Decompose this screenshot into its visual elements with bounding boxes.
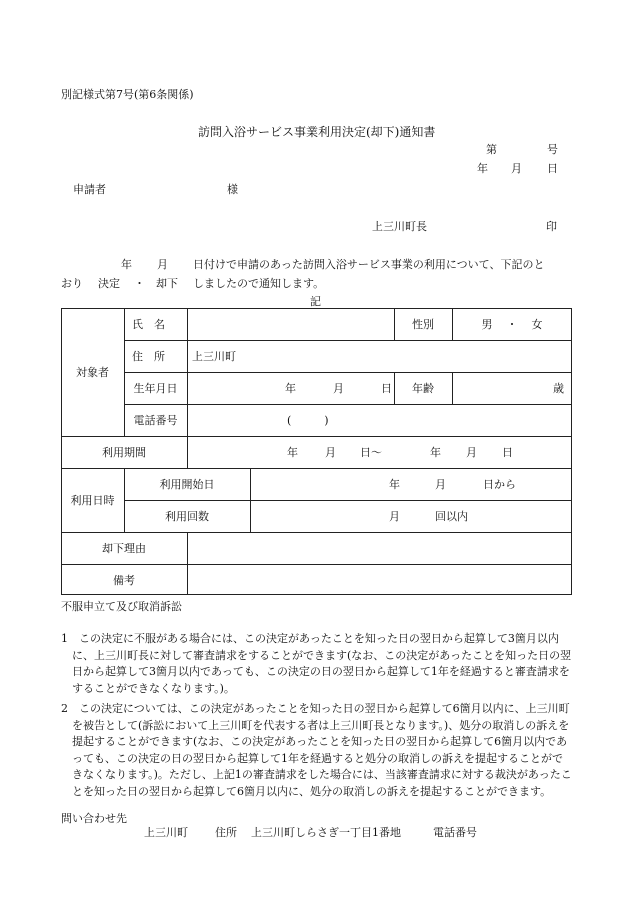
ki-mark: 記 [310,295,321,308]
name-label: 氏 名 [132,318,165,331]
address-label: 住 所 [132,350,165,363]
remarks-label: 備考 [113,573,135,587]
appeal-item-2: 2 この決定については、この決定があったことを知った日の翌日から起算して6箇月以内に、上三川町を被告として(訴訟において上三川町を代表する者は上三川町長となります。)、処分の取消しの訴えを提起することができます(なお、この決定があったことを知った日の翌日から起算して6箇月以内であっても、この決定の日の翌日から起算して1年を経過すると処分の取消しの訴えを提起することができなくなります。)。ただし、上記1の審査請求をした場合には、当該審査請求に対する裁決があったことを知った日の翌日から起算して6箇月以内に、処分の取消しの訴えを提起することができます。 [61,702,572,798]
count-month: 月 [389,510,400,523]
option-separator: ・ [134,277,145,290]
applicant-suffix: 様 [227,183,238,196]
birth-year: 年 [285,382,296,395]
phone-value: ( ) [287,414,329,427]
document-title: 訪問入浴サービス事業利用決定(却下)通知書 [198,125,436,139]
date-month: 月 [511,162,522,175]
name-field[interactable] [187,308,394,340]
reject-option: 却下 [156,277,178,290]
gender-female[interactable]: 女 [531,318,543,331]
birth-day: 日 [381,382,392,395]
contact-address: 上三川町しらさぎ一丁目1番地 [251,826,401,839]
period-start-year: 年 [287,446,298,459]
seal-mark: 印 [546,220,557,233]
birth-label: 生年月日 [133,382,178,395]
intro-line2-start: おり [61,277,83,290]
reject-reason-label: 却下理由 [102,542,146,555]
contact-phone-label: 電話番号 [433,826,477,839]
start-day: 日から [483,478,516,491]
form-reference: 別記様式第7号(第6条関係) [61,88,194,101]
gender-male[interactable]: 男 [481,318,493,331]
appeal-heading: 不服申立て及び取消訴訟 [61,600,182,613]
start-date-label: 利用開始日 [159,478,215,491]
decision-option: 決定 [98,277,120,290]
count-label: 利用回数 [165,510,209,523]
period-label: 利用期間 [102,446,146,459]
period-end-month: 月 [466,446,477,459]
address-value: 上三川町 [192,350,236,363]
number-suffix: 号 [547,143,558,156]
applicant-label: 申請者 [73,183,106,196]
intro-month: 月 [157,258,168,271]
age-unit: 歳 [553,382,564,395]
gender-options [452,308,572,340]
contact-label: 問い合わせ先 [61,812,127,825]
gender-separator: ・ [506,318,518,331]
count-value: 回以内 [435,510,468,523]
start-year: 年 [389,478,400,491]
issuer: 上三川町長 [372,220,427,233]
gender-label: 性別 [412,318,434,331]
contact-address-label: 住所 [215,826,237,839]
start-month: 月 [435,478,446,491]
age-label: 年齢 [412,382,434,395]
date-year: 年 [477,162,488,175]
appeal-item-1: 1 この決定に不服がある場合には、この決定があったことを知った日の翌日から起算して3箇月以内に、上三川町長に対して審査請求をすることができます(なお、この決定があったことを知った日の翌日から起算して3箇月以内であっても、この決定の日の翌日から起算して1年を経過すると審査請求をすることができなくなります。)。 [61,632,572,695]
number-prefix: 第 [486,143,497,156]
subject-label: 対象者 [76,366,109,379]
period-start-month: 月 [325,446,336,459]
birth-month: 月 [333,382,344,395]
date-day: 日 [547,162,558,175]
schedule-label: 利用日時 [70,494,115,507]
period-end-year: 年 [430,446,441,459]
contact-town: 上三川町 [144,826,188,839]
period-end-day: 日 [502,446,513,459]
period-start-day: 日～ [360,446,382,459]
intro-line2-end: しましたので通知します。 [193,277,325,290]
intro-line1: 日付けで申請のあった訪問入浴サービス事業の利用について、下記のと [193,258,545,271]
intro-year: 年 [121,258,132,271]
phone-label: 電話番号 [133,414,178,427]
